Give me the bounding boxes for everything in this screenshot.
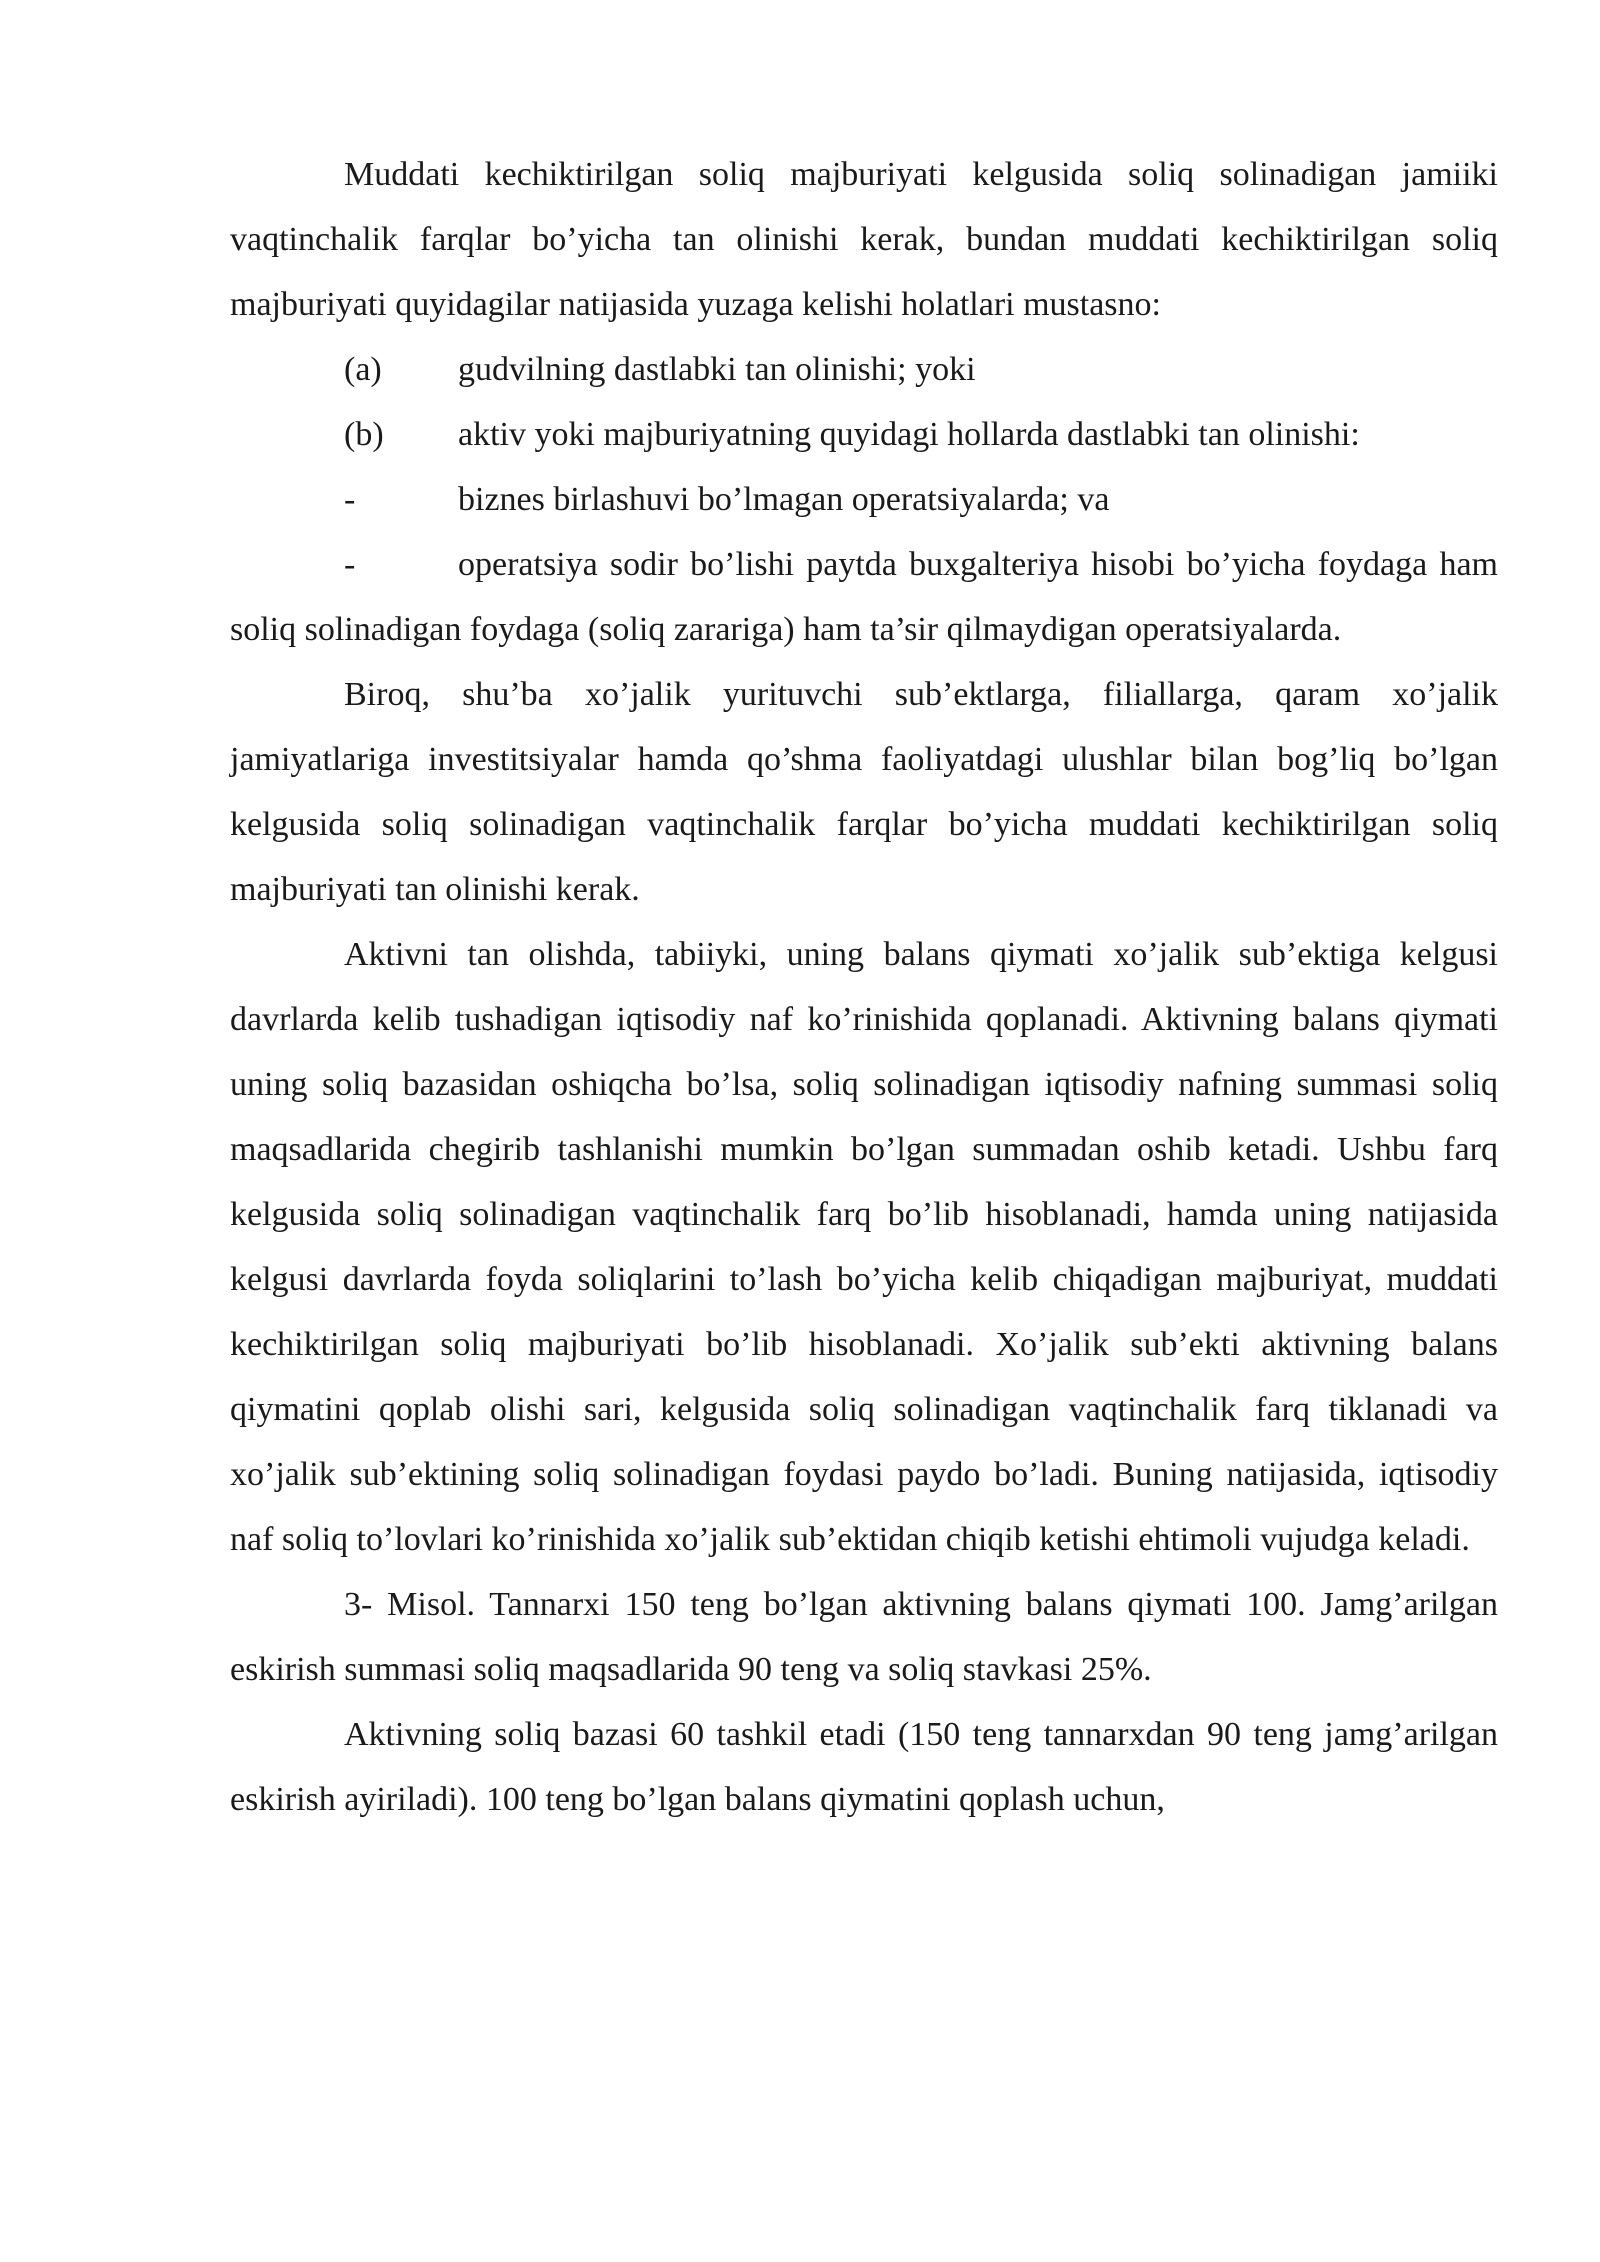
list-marker: (b): [344, 416, 384, 453]
list-item-text: operatsiya sodir bo’lishi paytda buxgalteriya hisobi bo’yicha foydaga ham soliq solinadigan foydaga (soliq zarariga) ham ta’sir qilmaydigan operatsiyalarda.: [230, 546, 1498, 648]
list-item-b: [230, 402, 1498, 467]
list-marker: -: [344, 481, 356, 518]
list-item-text: gudvilning dastlabki tan olinishi; yoki: [458, 351, 976, 388]
paragraph-tax-base: Aktivning soliq bazasi 60 tashkil etadi (150 teng tannarxdan 90 teng jamg’arilgan eskirish ayiriladi). 100 teng bo’lgan balans qiymatini qoplash uchun,: [230, 1716, 1498, 1818]
list-item-text: biznes birlashuvi bo’lmagan operatsiyalarda; va: [458, 481, 1110, 518]
list-item-a: [230, 337, 1498, 402]
list-item-text: aktiv yoki majburiyatning quyidagi hollarda dastlabki tan olinishi:: [458, 416, 1360, 453]
list-item-dash-2: [230, 532, 1498, 662]
paragraph-example-3: 3- Misol. Tannarxi 150 teng bo’lgan aktivning balans qiymati 100. Jamg’arilgan eskirish summasi soliq maqsadlarida 90 teng va soliq stavkasi 25%.: [230, 1586, 1498, 1688]
paragraph-investments: Biroq, shu’ba xo’jalik yurituvchi sub’ektlarga, filiallarga, qaram xo’jalik jamiyatlariga investitsiyalar hamda qo’shma faoliyatdagi ulushlar bilan bog’liq bo’lgan kelgusida soliq solinadigan vaqtinchalik farqlar bo’yicha muddati kechiktirilgan soliq majburiyati tan olinishi kerak.: [230, 676, 1498, 908]
paragraph-deferred-tax-liability: Muddati kechiktirilgan soliq majburiyati kelgusida soliq solinadigan jamiiki vaqtinchalik farqlar bo’yicha tan olinishi kerak, bundan muddati kechiktirilgan soliq majburiyati quyidagilar natijasida yuzaga kelishi holatlari mustasno:: [230, 156, 1498, 323]
list-item-dash-1: [230, 467, 1498, 532]
document-page: [230, 142, 1498, 1832]
paragraph-asset-recognition: Aktivni tan olishda, tabiiyki, uning balans qiymati xo’jalik sub’ektiga kelgusi davrlarda kelib tushadigan iqtisodiy naf ko’rinishida qoplanadi. Aktivning balans qiymati uning soliq bazasidan oshiqcha bo’lsa, soliq solinadigan iqtisodiy nafning summasi soliq maqsadlarida chegirib tashlanishi mumkin bo’lgan summadan oshib ketadi. Ushbu farq kelgusida soliq solinadigan vaqtinchalik farq bo’lib hisoblanadi, hamda uning natijasida kelgusi davrlarda foyda soliqlarini to’lash bo’yicha kelib chiqadigan majburiyat, muddati kechiktirilgan soliq majburiyati bo’lib hisoblanadi. Xo’jalik sub’ekti aktivning balans qiymatini qoplab olishi sari, kelgusida soliq solinadigan vaqtinchalik farq tiklanadi va xo’jalik sub’ektining soliq solinadigan foydasi paydo bo’ladi. Buning natijasida, iqtisodiy naf soliq to’lovlari ko’rinishida xo’jalik sub’ektidan chiqib ketishi ehtimoli vujudga keladi.: [230, 936, 1498, 1558]
list-marker: (a): [344, 351, 382, 388]
list-marker: -: [344, 546, 356, 583]
